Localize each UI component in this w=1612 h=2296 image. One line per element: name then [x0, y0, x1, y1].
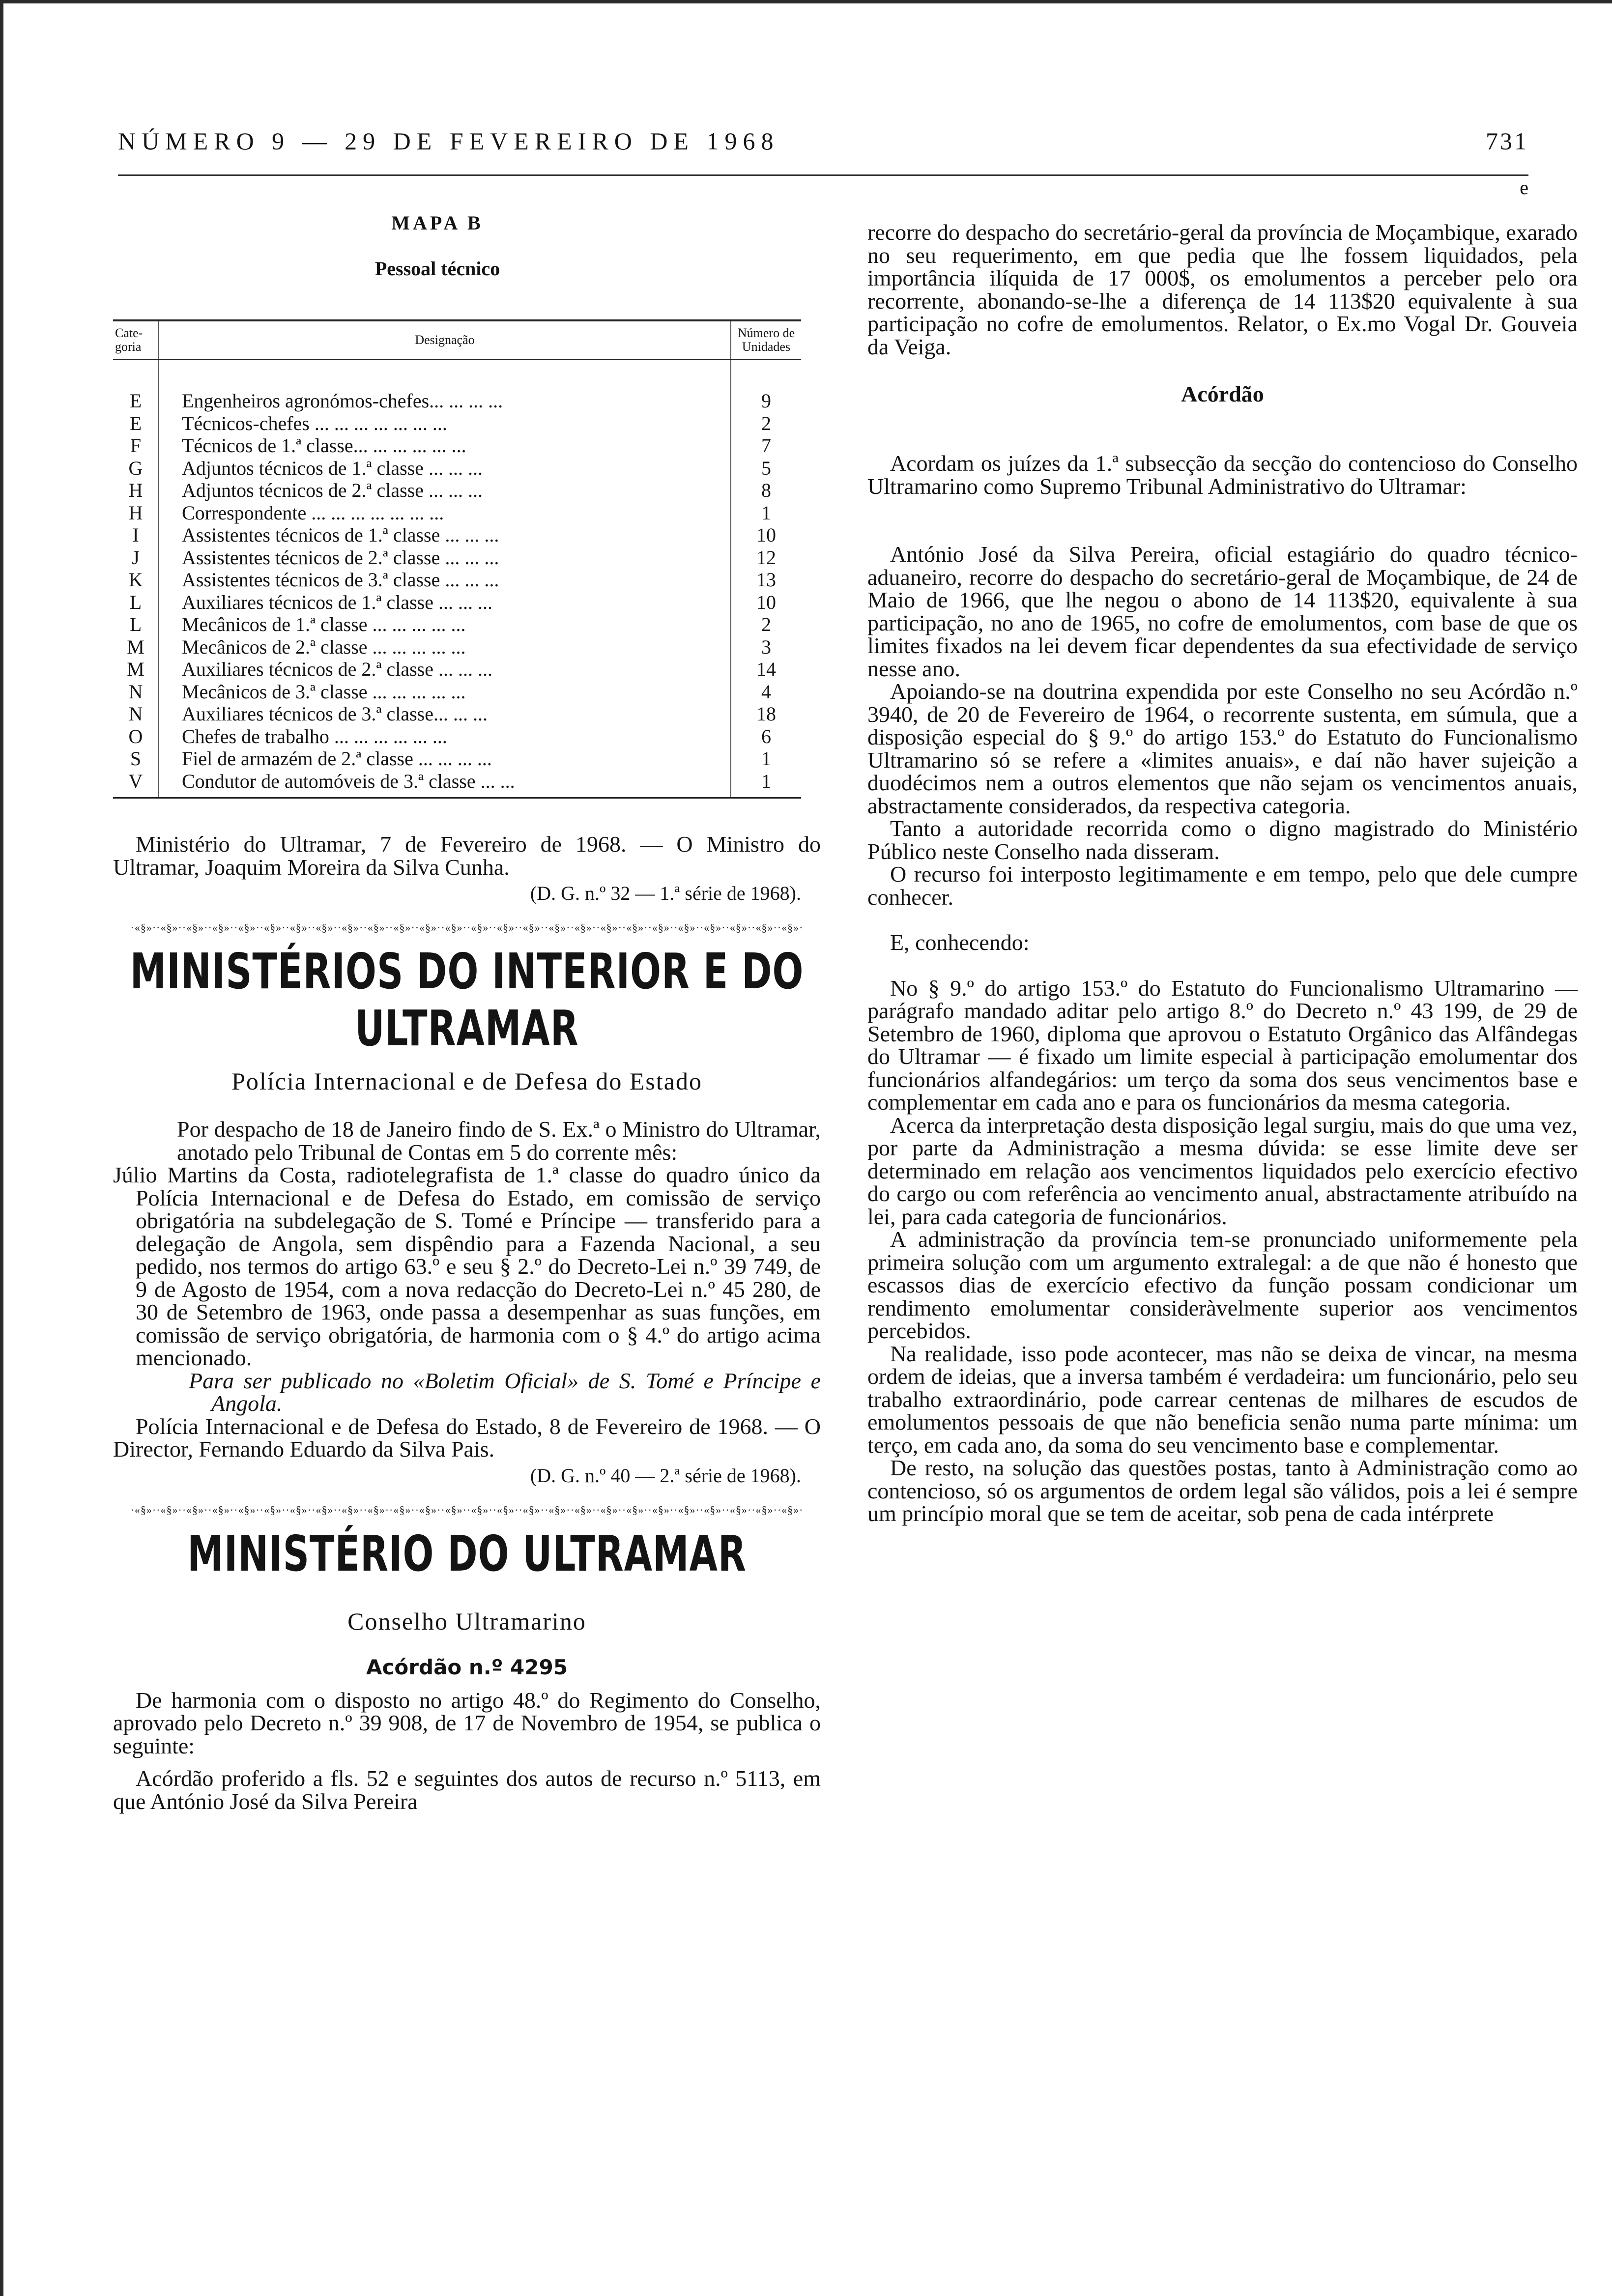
mapa-cell-numero: 5 — [761, 457, 771, 479]
mapa-cell-categoria: H — [113, 479, 159, 502]
mapa-cell-categoria: K — [113, 569, 159, 591]
mapa-row — [113, 434, 801, 457]
edge-mark: e — [1520, 176, 1528, 199]
mapa-cell-numero: 9 — [761, 390, 771, 412]
mapa-cell-designacao: Assistentes técnicos de 2.ª classe ... ... ... — [159, 546, 731, 569]
mapa-row — [113, 613, 801, 636]
mapa-cell-numero: 7 — [761, 434, 771, 457]
right-p8: No § 9.º do artigo 153.º do Estatuto do Funcionalismo Ultramarino — parágrafo mandado aditar pelo artigo 8.º do Decreto n.º 43 199, de 29 de Setembro de 1960, diploma que aprovou o Estatuto Orgânico das Alfândegas do Ultramar — é fixado um limite especial à participação emolumentar dos funcionários alfandegários: um terço da soma dos seus vencimentos base e complementar em cada ano e para os funcionários da mesma categoria. — [867, 975, 1578, 1115]
mapa-row — [113, 658, 801, 681]
mapa-cell-numero: 14 — [756, 658, 776, 680]
page-header — [118, 127, 1528, 166]
mapa-cell-numero: 13 — [756, 569, 776, 591]
mapa-cell-categoria: M — [113, 658, 159, 681]
harmonia-text: De harmonia com o disposto no artigo 48.º do Regimento do Conselho, aprovado pelo Decreto n.º 39 908, de 17 de Novembro de 1954, se publica o seguinte: — [113, 1687, 821, 1758]
header-rule — [118, 174, 1528, 176]
mapa-cell-numero: 2 — [761, 412, 771, 434]
mapa-cell-numero: 18 — [756, 703, 776, 725]
mapa-row — [113, 636, 801, 659]
mapa-cell-numero: 1 — [761, 747, 771, 770]
signature-cite: (D. G. n.º 32 — 1.ª série de 1968). — [530, 882, 801, 904]
mapa-cell-numero: 4 — [761, 680, 771, 703]
mapa-cell-designacao: Auxiliares técnicos de 2.ª classe ... ... ... — [159, 658, 731, 681]
mapa-cell-designacao: Assistentes técnicos de 3.ª classe ... ... ... — [159, 569, 731, 591]
right-p4: Apoiando-se na doutrina expendida por este Conselho no seu Acórdão n.º 3940, de 20 de Fevereiro de 1964, o recorrente sustenta, em súmula, que a disposição especial do § 9.º do artigo 153.º do Estatuto do Funcionalismo Ultramarino só se refere a «limites anuais», e daí não haver sujeição a duodécimos nem a outros elementos que não sejam os vencimentos anuais, abstractamente considerados, da respectiva categoria. — [867, 679, 1578, 818]
mapa-cell-numero: 8 — [761, 479, 771, 501]
col-categoria: Cate-goria — [113, 320, 159, 360]
mapa-cell-designacao: Auxiliares técnicos de 1.ª classe ... ... ... — [159, 591, 731, 614]
mapa-cell-categoria: G — [113, 457, 159, 480]
pide-signature: Polícia Internacional e de Defesa do Estado, 8 de Fevereiro de 1968. — O Director, Fernando Eduardo da Silva Pais. — [113, 1413, 821, 1462]
mapa-row — [113, 747, 801, 770]
left-column — [113, 211, 821, 1813]
mapa-row — [113, 569, 801, 591]
despacho-text: Por despacho de 18 de Janeiro findo de S. Ex.ª o Ministro do Ultramar, anotado pelo Tribunal de Contas em 5 do corrente mês: — [177, 1117, 821, 1165]
mapa-cell-categoria: I — [113, 524, 159, 546]
page-frame-top — [0, 0, 1612, 3]
mapa-cell-numero: 1 — [731, 770, 801, 798]
mapa-cell-designacao: Mecânicos de 2.ª classe ... ... ... ... ... — [159, 636, 731, 659]
mapa-row — [113, 360, 801, 412]
mapa-cell-designacao: Chefes de trabalho ... ... ... ... ... ... — [159, 725, 731, 748]
mapa-cell-designacao: Adjuntos técnicos de 2.ª classe ... ... ... — [159, 479, 731, 502]
right-p12: De resto, na solução das questões postas, tanto à Administração como ao contencioso, só os argumentos de ordem legal são válidos, pois a lei é sempre um princípio moral que se tem de aceitar, sob pena de cada intérprete — [867, 1455, 1578, 1526]
right-column — [867, 211, 1578, 1525]
mapa-cell-categoria: E — [113, 412, 159, 435]
mapa-row — [113, 725, 801, 748]
acordao-number: Acórdão n.º 4295 — [366, 1655, 568, 1679]
ornament-divider-2: ·«§»··«§»··«§»··«§»··«§»··«§»··«§»··«§»··«§»··«§»··«§»··«§»··«§»··«§»··«§»··«§»··«§»··«§»··«§»··«§»··«§»··«§»··«§»··«§»··«§»··«§»· — [130, 1503, 804, 1516]
mapa-cell-categoria: J — [113, 546, 159, 569]
mapa-header-row — [113, 320, 801, 360]
mapa-cell-designacao: Engenheiros agronómos-chefes... ... ... ... — [159, 360, 731, 412]
right-p1: recorre do despacho do secretário-geral da província de Moçambique, exarado no seu requerimento, em que pedia que lhe fossem liquidados, pela importância ilíquida de 17 000$, os emolumentos a perceber pelo ora recorrente, abonando-se-lhe a diferença de 14 113$20 equivalente à sua participação no cofre de emolumentos. Relator, o Ex.mo Vogal Dr. Gouveia da Veiga. — [867, 220, 1578, 359]
ornament-divider: ·«§»··«§»··«§»··«§»··«§»··«§»··«§»··«§»··«§»··«§»··«§»··«§»··«§»··«§»··«§»··«§»··«§»··«§»··«§»··«§»··«§»··«§»··«§»··«§»··«§»··«§»· — [130, 921, 804, 934]
right-p10: A administração da província tem-se pronunciado uniformemente pela primeira solução com um argumento extralegal: a de que não é honesto que escassos dias de exercício efectivo da função possam condicionar um rendimento emolumentar consideràvelmente superior aos vencimentos percebidos. — [867, 1227, 1578, 1343]
mapa-cell-categoria: F — [113, 434, 159, 457]
acordao-heading: Acórdão — [1181, 381, 1264, 406]
col-designacao: Designação — [159, 320, 731, 360]
mapa-row — [113, 546, 801, 569]
mapa-cell-numero: 2 — [761, 613, 771, 635]
mapa-cell-categoria: V — [113, 770, 159, 798]
mapa-row — [113, 457, 801, 480]
mapa-cell-categoria: M — [113, 636, 159, 659]
mapa-cell-designacao: Correspondente ... ... ... ... ... ... ... — [159, 502, 731, 524]
mapa-row — [113, 770, 801, 798]
mapa-table — [113, 319, 801, 799]
mapa-cell-numero: 10 — [756, 524, 776, 546]
mapa-cell-categoria: H — [113, 502, 159, 524]
mapa-cell-categoria: O — [113, 725, 159, 748]
mapa-subtitle: Pessoal técnico — [374, 258, 500, 280]
mapa-row — [113, 703, 801, 725]
mapa-cell-designacao: Condutor de automóveis de 3.ª classe ... ... — [159, 770, 731, 798]
mapa-row — [113, 412, 801, 435]
section-conselho: Conselho Ultramarino — [347, 1607, 586, 1635]
mapa-cell-designacao: Técnicos-chefes ... ... ... ... ... ... ... — [159, 412, 731, 435]
mapa-cell-numero: 3 — [761, 635, 771, 658]
right-p11: Na realidade, isso pode acontecer, mas não se deixa de vincar, na mesma ordem de ideias, que a inversa também é verdadeira: um funcionário, pelo seu trabalho extraordinário, pode carrear centenas de milhares de escudos de emolumentos pessoais de que não beneficia senão numa parte mínima: um terço, em cada ano, da soma do seu vencimento base e complementar. — [867, 1341, 1578, 1458]
ministry-signature: Ministério do Ultramar, 7 de Fevereiro de 1968. — O Ministro do Ultramar, Joaquim Moreira da Silva Cunha. — [113, 832, 821, 880]
mapa-cell-numero: 12 — [756, 546, 776, 569]
right-p6: O recurso foi interposto legitimamente e em tempo, pelo que dele cumpre conhecer. — [867, 861, 1578, 910]
mapa-cell-designacao: Técnicos de 1.ª classe... ... ... ... ... ... — [159, 434, 731, 457]
ministry-heading-ultramar: MINISTÉRIO DO ULTRAMAR — [187, 1525, 747, 1582]
mapa-cell-designacao: Auxiliares técnicos de 3.ª classe... ... ... — [159, 703, 731, 725]
right-p3: António José da Silva Pereira, oficial estagiário do quadro técnico-aduaneiro, recorre do despacho do secretário-geral de Moçambique, de 24 de Maio de 1966, que lhe negou o abono de 14 113$20, equivalente à sua participação, no ano de 1965, no cofre de emolumentos, com base de que os limites fixados na lei devem ficar dependentes da sua efectividade de serviço nesse ano. — [867, 542, 1578, 681]
right-p7: E, conhecendo: — [890, 930, 1030, 955]
mapa-cell-designacao: Mecânicos de 1.ª classe ... ... ... ... ... — [159, 613, 731, 636]
mapa-cell-designacao: Adjuntos técnicos de 1.ª classe ... ... ... — [159, 457, 731, 480]
page-number: 731 — [1486, 127, 1528, 155]
mapa-cell-categoria: N — [113, 681, 159, 703]
mapa-cell-designacao: Mecânicos de 3.ª classe ... ... ... ... ... — [159, 681, 731, 703]
right-p9: Acerca da interpretação desta disposição legal surgiu, mais do que uma vez, por parte da Administração a mesma dúvida: se esse limite deve ser determinado em relação aos vencimentos liquidados pelo exercício efectivo do cargo ou com referência ao vencimento anual, abstractamente atribuído na lei, para cada categoria de funcionários. — [867, 1112, 1578, 1229]
right-p5: Tanto a autoridade recorrida como o digno magistrado do Ministério Público neste Conselho nada disseram. — [867, 816, 1578, 864]
proferido-text: Acórdão proferido a fls. 52 e seguintes dos autos de recurso n.º 5113, em que António José da Silva Pereira — [113, 1766, 821, 1814]
julio-text: Júlio Martins da Costa, radiotelegrafista de 1.ª classe do quadro único da Polícia Internacional e de Defesa do Estado, em comissão de serviço obrigatória na subdelegação de S. Tomé e Príncipe — transferido para a delegação de Angola, sem dispêndio para a Fazenda Nacional, a seu pedido, nos termos do artigo 63.º e seu § 2.º do Decreto-Lei n.º 39 749, de 9 de Agosto de 1954, com a nova redacção do Decreto-Lei n.º 45 280, de 30 de Setembro de 1963, onde passa a desempenhar as suas funções, em comissão de serviço obrigatória, de harmonia com o § 4.º do artigo acima mencionado. — [113, 1162, 821, 1370]
page-frame-left — [0, 0, 3, 2296]
mapa-row — [113, 502, 801, 524]
mapa-cell-numero: 1 — [761, 501, 771, 524]
mapa-row — [113, 524, 801, 546]
mapa-cell-categoria: L — [113, 591, 159, 614]
col-numero: Número de Unidades — [731, 320, 801, 360]
mapa-cell-categoria: S — [113, 747, 159, 770]
mapa-cell-designacao: Fiel de armazém de 2.ª classe ... ... ... ... — [159, 747, 731, 770]
publication-note: Para ser publicado no «Boletim Oficial» de S. Tomé e Príncipe e Angola. — [189, 1368, 821, 1416]
section-pide: Polícia Internacional e de Defesa do Estado — [231, 1067, 702, 1095]
mapa-cell-categoria: E — [113, 360, 159, 412]
mapa-cell-categoria: N — [113, 703, 159, 725]
mapa-row — [113, 479, 801, 502]
issue-line: NÚMERO 9 — 29 DE FEVEREIRO DE 1968 — [118, 127, 779, 155]
mapa-cell-numero: 10 — [756, 591, 776, 613]
mapa-body — [113, 360, 801, 798]
ministry-heading-interior: MINISTÉRIOS DO INTERIOR E DO ULTRAMAR — [130, 943, 804, 1058]
mapa-row — [113, 681, 801, 703]
mapa-cell-designacao: Assistentes técnicos de 1.ª classe ... ... ... — [159, 524, 731, 546]
pide-cite: (D. G. n.º 40 — 2.ª série de 1968). — [530, 1464, 801, 1487]
mapa-cell-categoria: L — [113, 613, 159, 636]
mapa-cell-numero: 6 — [761, 725, 771, 747]
right-p2: Acordam os juízes da 1.ª subsecção da secção do contencioso do Conselho Ultramarino como Supremo Tribunal Administrativo do Ultramar: — [867, 451, 1578, 499]
mapa-title: MAPA B — [391, 212, 484, 234]
mapa-row — [113, 591, 801, 614]
